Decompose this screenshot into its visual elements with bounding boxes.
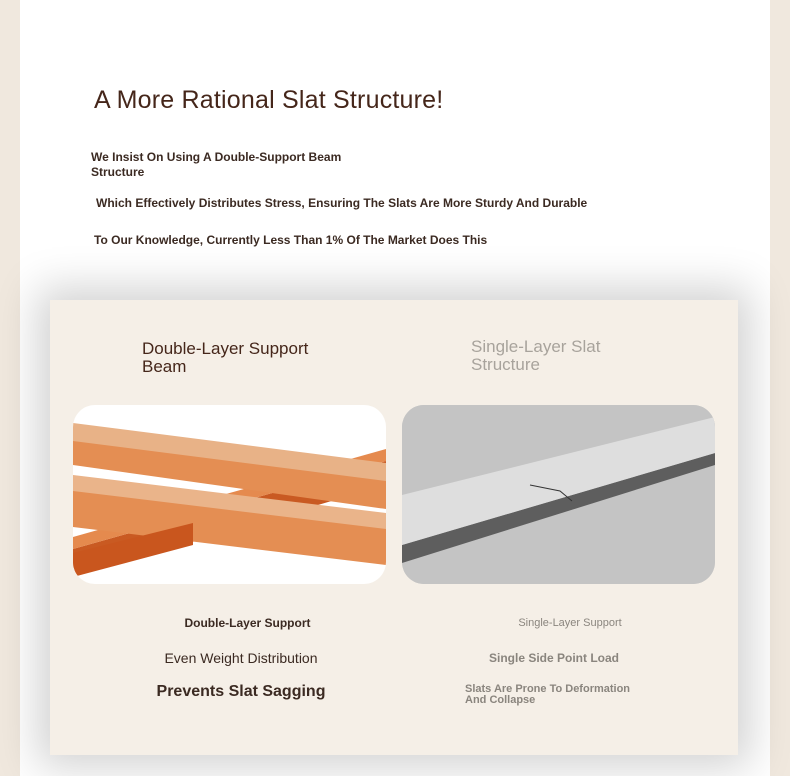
- double-feature-2: Even Weight Distribution: [164, 650, 318, 666]
- single-feature-3: Slats Are Prone To Deformation And Collapse: [465, 683, 631, 706]
- double-feature-1: Double-Layer Support: [184, 616, 311, 630]
- double-layer-title: Double-Layer Support Beam: [142, 339, 309, 376]
- intro-line-2: Which Effectively Distributes Stress, Ensuring The Slats Are More Sturdy And Durable: [96, 196, 588, 210]
- page: [20, 0, 770, 776]
- double-slat-illustration: [73, 405, 386, 584]
- intro-line-3: To Our Knowledge, Currently Less Than 1% Of The Market Does This: [94, 233, 488, 247]
- single-feature-1: Single-Layer Support: [518, 617, 622, 629]
- comparison-card: [50, 300, 738, 755]
- single-layer-image: [402, 405, 715, 584]
- double-feature-3: Prevents Slat Sagging: [156, 683, 326, 700]
- single-layer-title: Single-Layer Slat Structure: [471, 337, 601, 374]
- single-slat-illustration: [402, 405, 715, 584]
- page-title: A More Rational Slat Structure!: [94, 86, 444, 114]
- double-layer-image: [73, 405, 386, 584]
- single-feature-2: Single Side Point Load: [488, 651, 619, 665]
- intro-line-1: We Insist On Using A Double-Support Beam Structure: [91, 150, 342, 179]
